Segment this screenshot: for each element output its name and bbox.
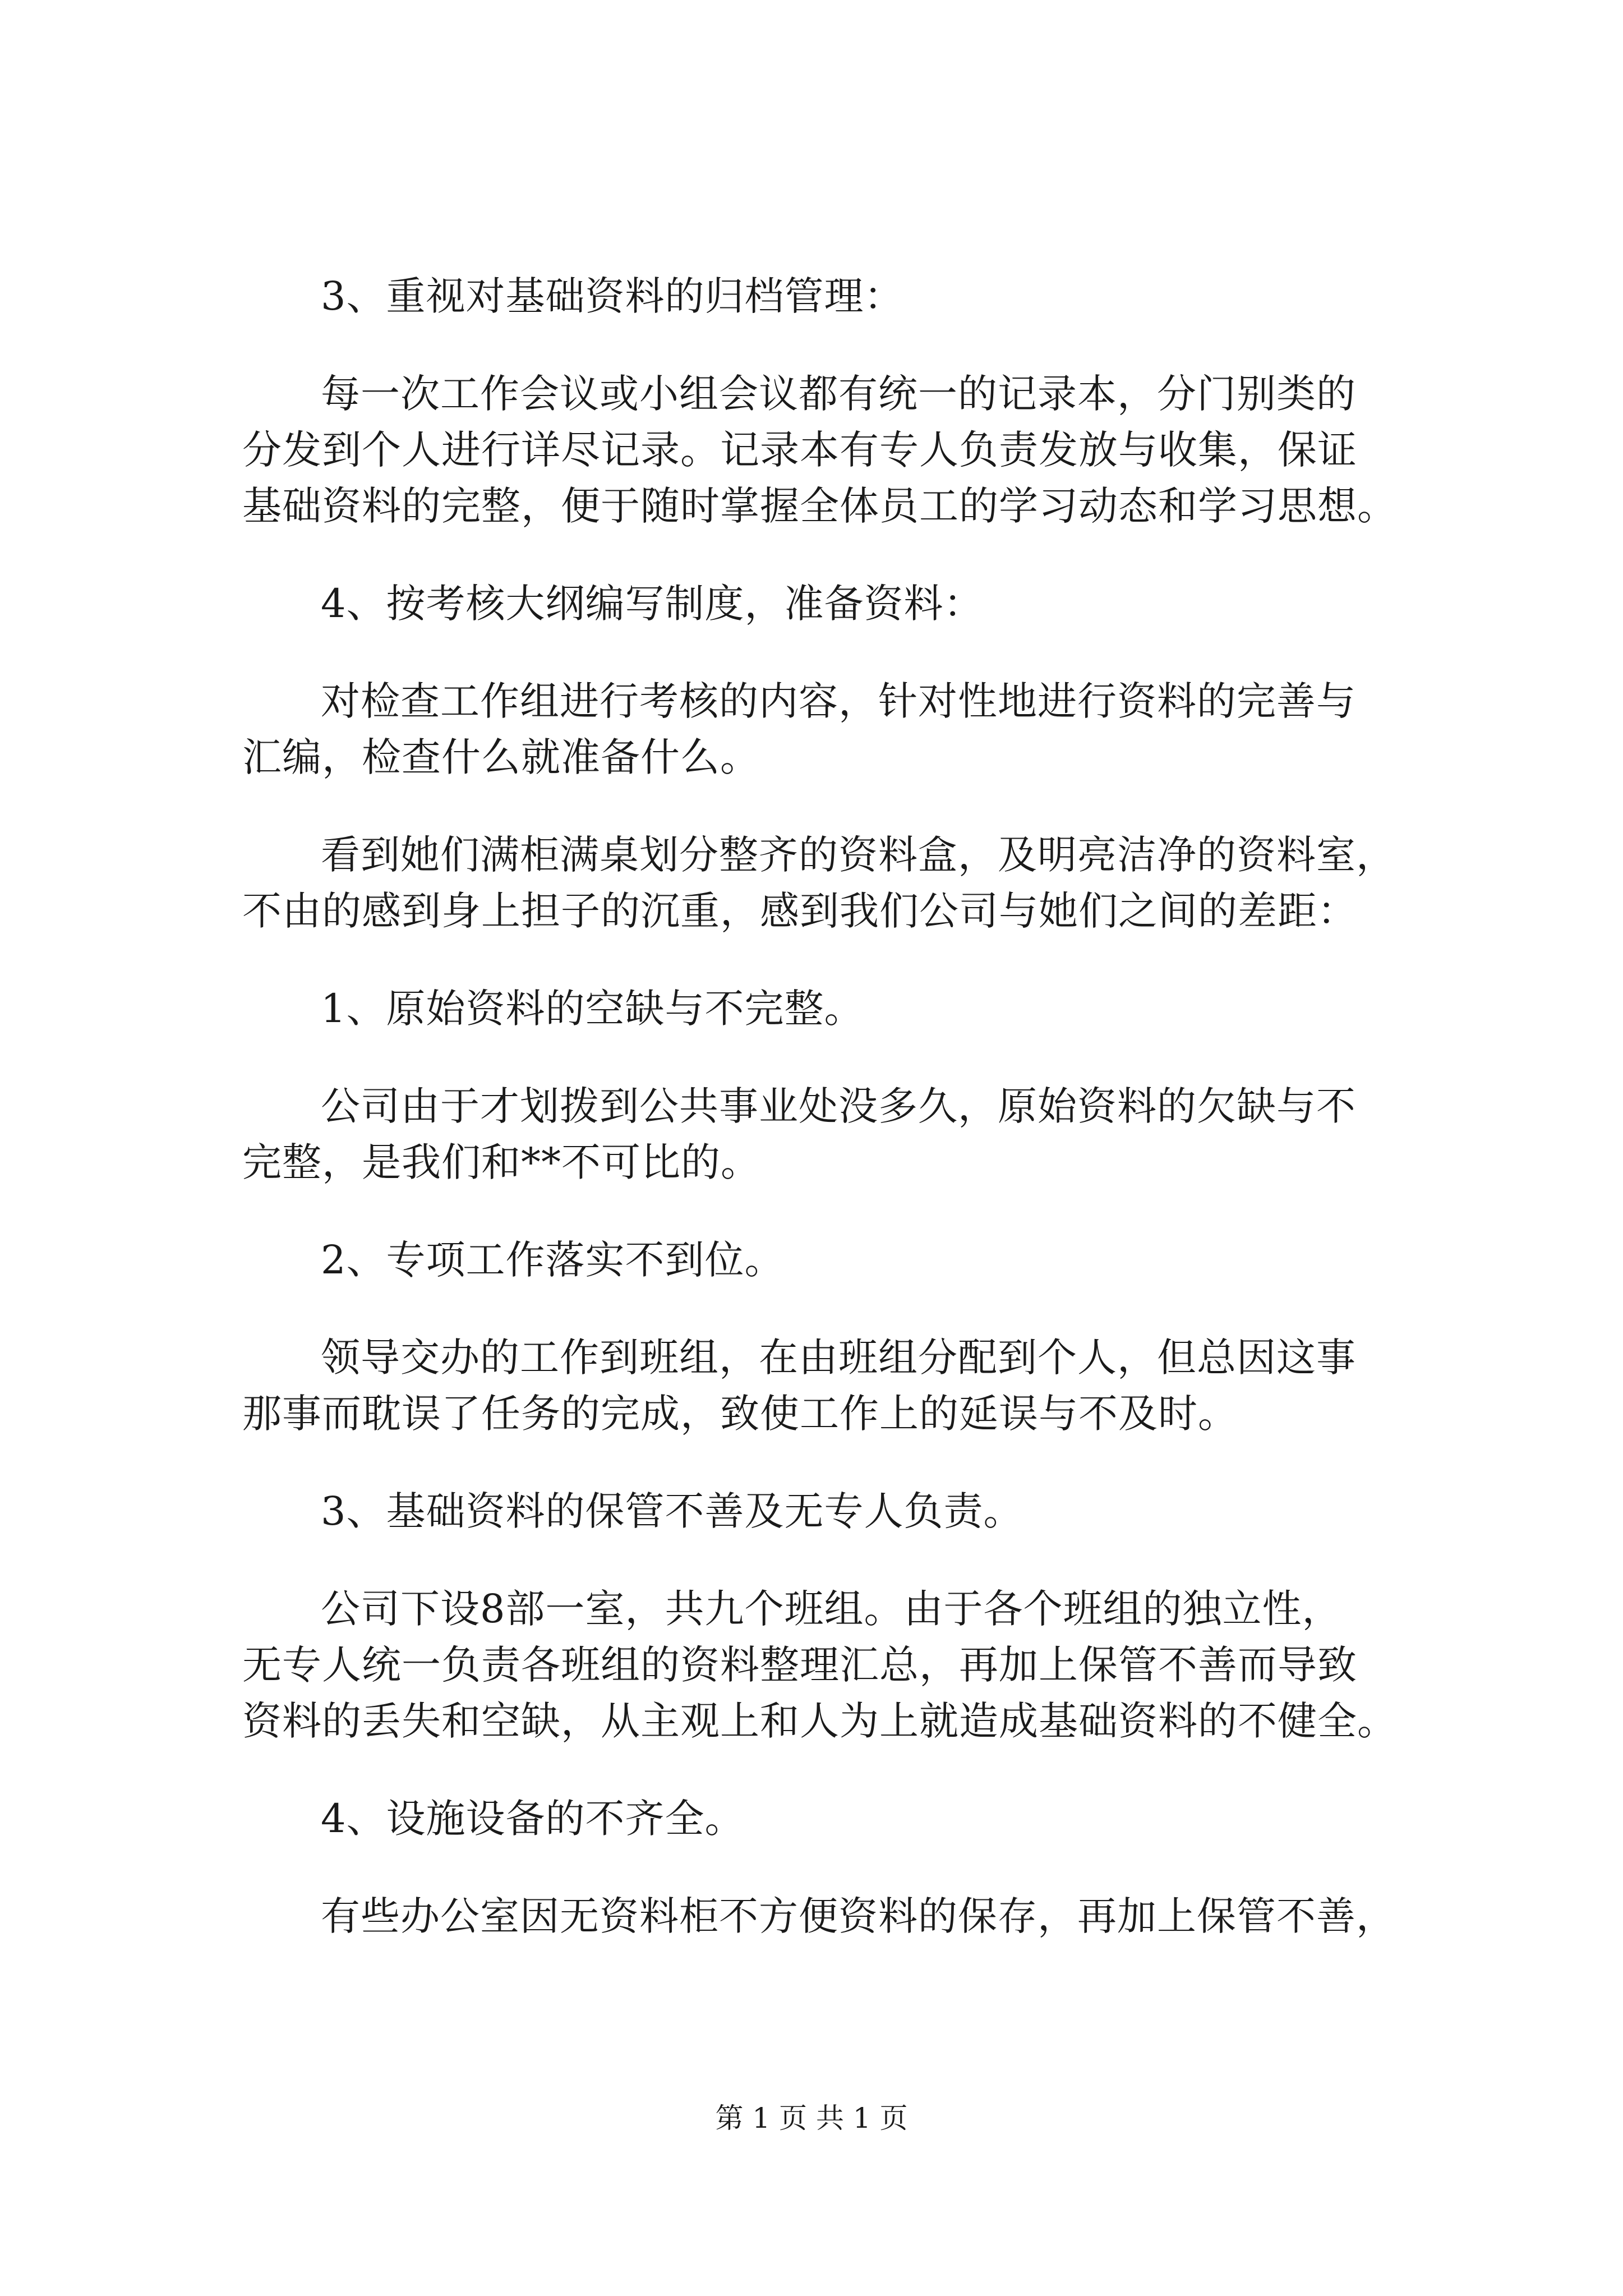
paragraph-gap [242,1288,1420,1329]
text-line: 公司下设8部一室，共九个班组。由于各个班组的独立性， [321,1586,1342,1632]
text-line: 基础资料的完整，便于随时掌握全体员工的学习动态和学习思想。 [242,483,1397,529]
text-line: 分发到个人进行详尽记录。记录本有专人负责发放与收集，保证 [242,427,1357,473]
text-line: 3、基础资料的保管不善及无专人负责。 [321,1488,1023,1534]
text-line: 4、设施设备的不齐全。 [321,1796,745,1842]
paragraph-gap [242,1847,1420,1888]
paragraph-gap [242,1749,1420,1791]
text-line: 不由的感到身上担子的沉重，感到我们公司与她们之间的差距： [242,888,1357,934]
text-line: 领导交办的工作到班组，在由班组分配到个人，但总因这事 [321,1335,1356,1381]
text-line: 4、按考核大纲编写制度，准备资料： [321,581,984,627]
paragraph-gap [242,534,1420,576]
paragraph-gap [242,939,1420,981]
text-line: 2、专项工作落实不到位。 [321,1237,785,1283]
text-line: 看到她们满柜满桌划分整齐的资料盒，及明亮洁净的资料室， [321,832,1396,878]
text-line: 无专人统一负责各班组的资料整理汇总，再加上保管不善而导致 [242,1642,1357,1688]
text-line: 对检查工作组进行考核的内容，针对性地进行资料的完善与 [321,678,1356,724]
paragraph-gap [242,324,1420,366]
text-line: 3、重视对基础资料的归档管理： [321,273,904,319]
text-line: 那事而耽误了任务的完成，致使工作上的延误与不及时。 [242,1391,1238,1437]
text-line: 完整，是我们和**不可比的。 [242,1139,760,1185]
paragraph-gap [242,1539,1420,1581]
text-line: 1、原始资料的空缺与不完整。 [321,986,864,1032]
text-line: 资料的丢失和空缺，从主观上和人为上就造成基础资料的不健全。 [242,1698,1397,1744]
document-body [242,268,1420,1944]
page-footer: 第 1 页 共 1 页 [715,2102,908,2134]
text-line: 有些办公室因无资料柜不方便资料的保存，再加上保管不善， [321,1893,1396,1939]
text-line: 汇编，检查什么就准备什么。 [242,734,760,780]
text-line: 每一次工作会议或小组会议都有统一的记录本，分门别类的 [321,371,1356,417]
paragraph-gap [242,785,1420,827]
paragraph-gap [242,1037,1420,1078]
text-line: 公司由于才划拨到公共事业处没多久，原始资料的欠缺与不 [321,1083,1356,1129]
paragraph-gap [242,1190,1420,1232]
paragraph-gap [242,1442,1420,1483]
paragraph-gap [242,632,1420,673]
